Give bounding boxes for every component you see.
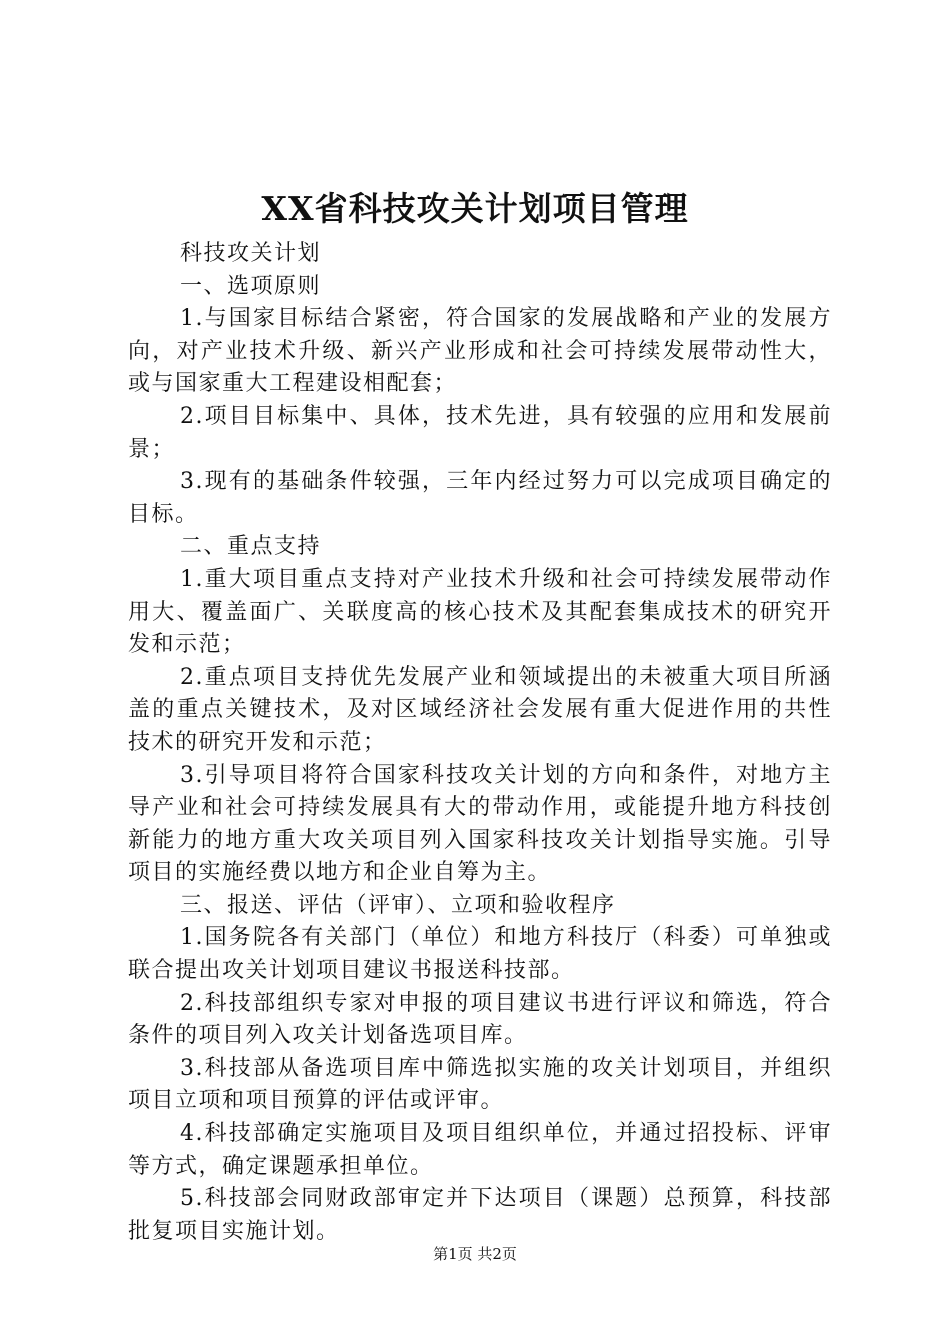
page-footer: 第1页 共2页 — [433, 1245, 517, 1263]
paragraph: 2.项目目标集中、具体，技术先进，具有较强的应用和发展前景； — [128, 403, 832, 462]
paragraph: 4.科技部确定实施项目及项目组织单位，并通过招投标、评审等方式，确定课题承担单位。 — [128, 1121, 832, 1179]
paragraph-heading-2: 二、重点支持 — [180, 534, 322, 560]
paragraph: 3.现有的基础条件较强，三年内经过努力可以完成项目确定的目标。 — [128, 469, 832, 527]
paragraph: 1.国务院各有关部门（单位）和地方科技厅（科委）可单独或联合提出攻关计划项目建议书报送科技部。 — [128, 925, 832, 984]
paragraph: 1.与国家目标结合紧密，符合国家的发展战略和产业的发展方向，对产业技术升级、新兴产业形成和社会可持续发展带动性大，或与国家重大工程建设相配套； — [128, 306, 832, 397]
paragraph: 2.科技部组织专家对申报的项目建议书进行评议和筛选，符合条件的项目列入攻关计划备选项目库。 — [128, 990, 832, 1049]
paragraph-section-heading: 科技攻关计划 — [180, 241, 322, 266]
paragraph: 5.科技部会同财政部审定并下达项目（课题）总预算，科技部批复项目实施计划。 — [128, 1186, 832, 1244]
paragraph: 2.重点项目支持优先发展产业和领域提出的未被重大项目所涵盖的重点关键技术，及对区域经济社会发展有重大促进作用的共性技术的研究开发和示范； — [128, 664, 832, 755]
paragraph: 3.引导项目将符合国家科技攻关计划的方向和条件，对地方主导产业和社会可持续发展具有大的带动作用，或能提升地方科技创新能力的地方重大攻关项目列入国家科技攻关计划指导实施。引导项目的实施经费以地方和企业自筹为主。 — [128, 762, 832, 886]
paragraph-heading-1: 一、选项原则 — [180, 273, 322, 299]
paragraph: 3.科技部从备选项目库中筛选拟实施的攻关计划项目，并组织项目立项和项目预算的评估或评审。 — [128, 1055, 832, 1114]
document-body — [128, 238, 832, 1248]
paragraph: 1.重大项目重点支持对产业技术升级和社会可持续发展带动作用大、覆盖面广、关联度高的核心技术及其配套集成技术的研究开发和示范； — [128, 566, 832, 658]
document-title: XX省科技攻关计划项目管理 — [261, 189, 689, 228]
paragraph-heading-3: 三、报送、评估（评审）、立项和验收程序 — [180, 892, 616, 918]
